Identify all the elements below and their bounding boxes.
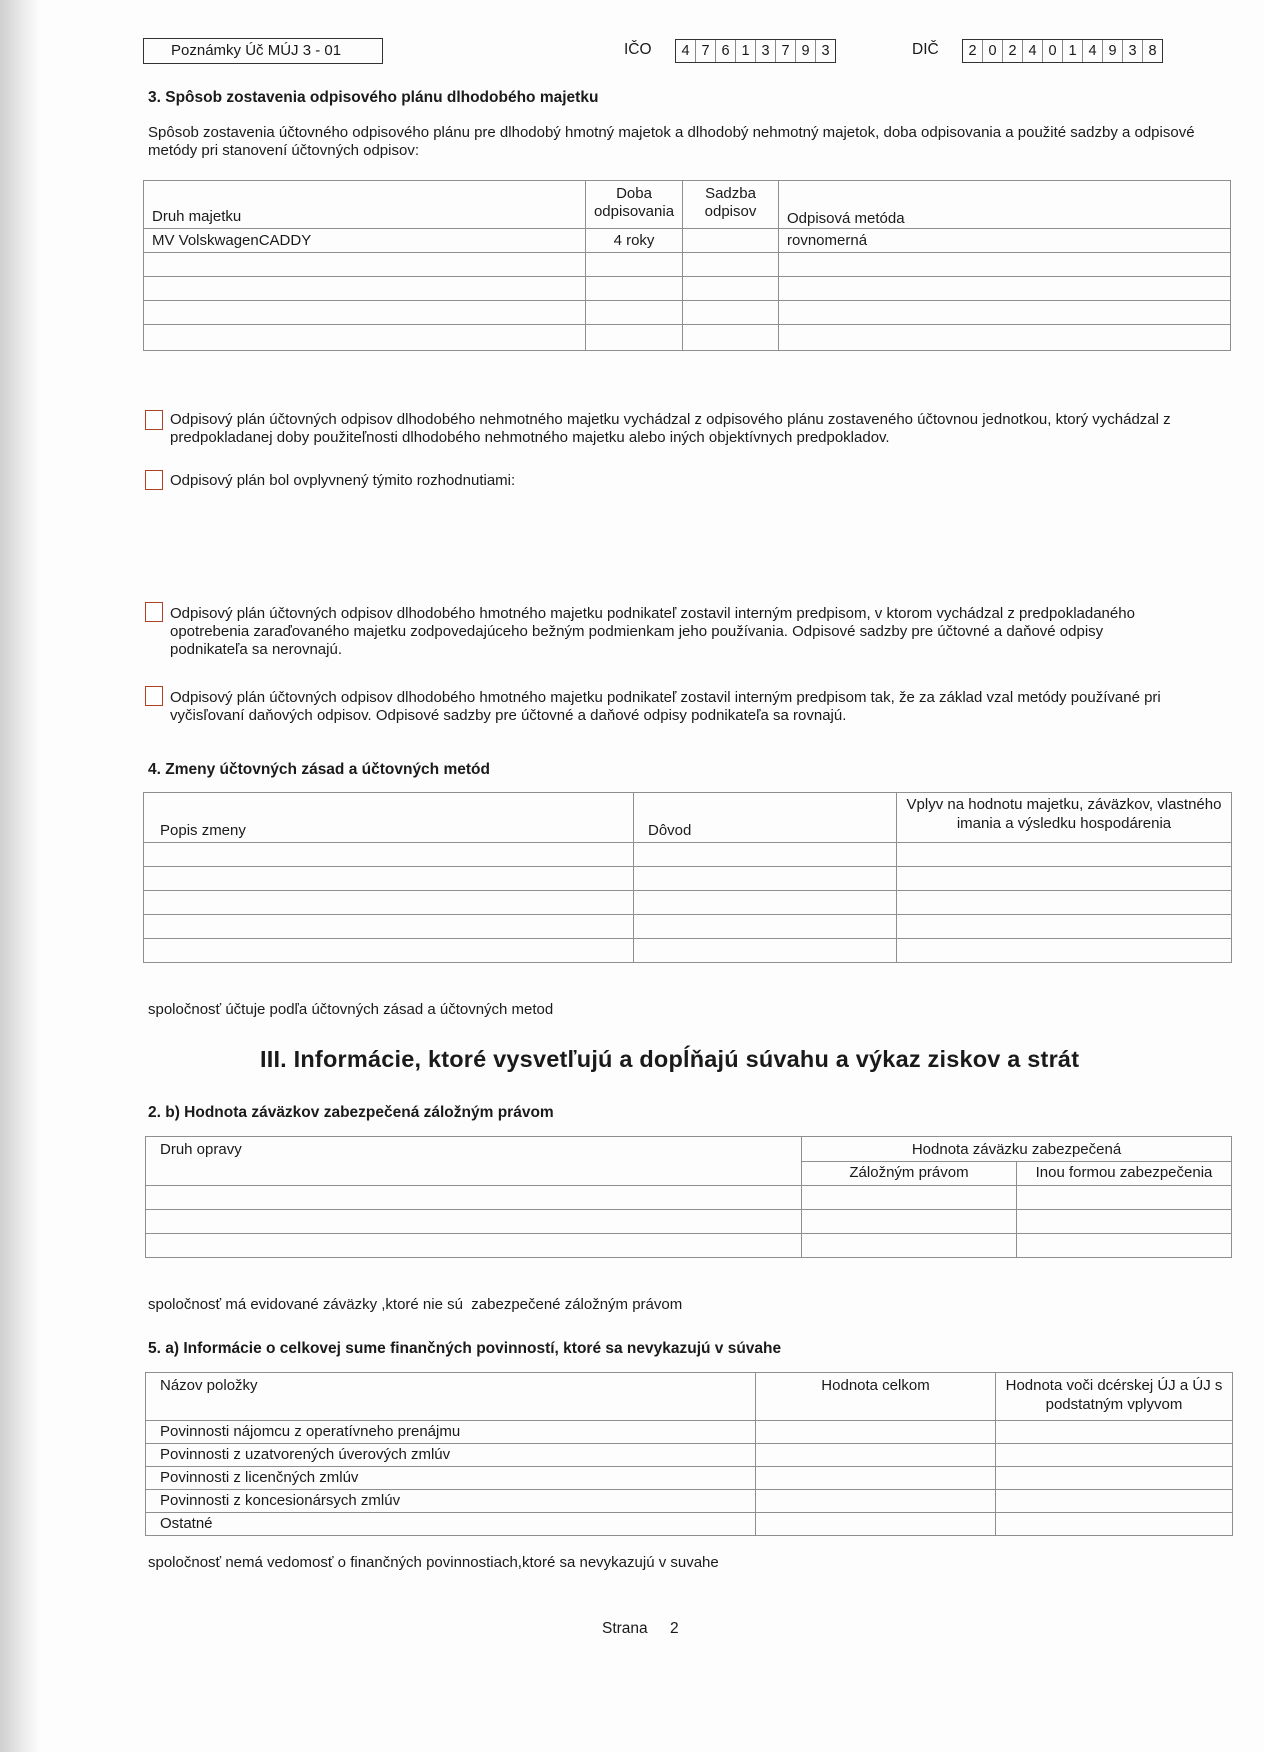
empty-cell [897, 939, 1232, 963]
col-hodnota-celkom: Hodnota celkom [756, 1373, 996, 1421]
col-druh-majetku: Druh majetku [144, 181, 586, 229]
empty-cell [144, 253, 586, 277]
row-label: Povinnosti z licenčných zmlúv [146, 1467, 756, 1490]
cell-rate [683, 229, 779, 253]
empty-cell [146, 1186, 802, 1210]
cell-asset-name: MV VolskwagenCADDY [144, 229, 586, 253]
empty-cell [634, 915, 897, 939]
section3-intro: Spôsob zostavenia účtovného odpisového plánu pre dlhodobý hmotný majetok a dlhodobý nehmotný majetok, doba odpisovania a použité sadzby a odpisové metódy pri stanovení účtovných odpisov: [148, 124, 1195, 159]
dic-digit: 3 [1123, 40, 1143, 62]
section2b-note: spoločnosť má evidované záväzky ,ktoré nie sú zabezpečené záložným právom [148, 1296, 683, 1313]
col-group-hodnota: Hodnota záväzku zabezpečená [802, 1137, 1232, 1162]
empty-cell [634, 867, 897, 891]
depreciation-table [143, 180, 1231, 351]
ico-digit: 4 [676, 40, 696, 62]
dic-digit: 9 [1103, 40, 1123, 62]
col-hodnota-dcerska: Hodnota voči dcérskej ÚJ a ÚJ s podstatným vplyvom [996, 1373, 1233, 1421]
ico-digit: 7 [776, 40, 796, 62]
empty-cell [144, 843, 634, 867]
changes-table [143, 792, 1232, 963]
part3-title: III. Informácie, ktoré vysvetľujú a dopĺňajú súvahu a výkaz ziskov a strát [260, 1046, 1080, 1072]
empty-cell [996, 1467, 1233, 1490]
empty-cell [586, 325, 683, 351]
empty-cell [756, 1467, 996, 1490]
empty-cell [144, 939, 634, 963]
empty-cell [756, 1444, 996, 1467]
ico-digit: 1 [736, 40, 756, 62]
col-doba: Doba odpisovania [586, 181, 683, 229]
empty-cell [144, 867, 634, 891]
option2-checkbox[interactable] [145, 470, 163, 490]
section4-title: 4. Zmeny účtovných zásad a účtovných metód [148, 761, 490, 778]
ico-label: IČO [624, 41, 652, 58]
ico-digit: 9 [796, 40, 816, 62]
scan-edge [0, 0, 40, 1752]
dic-digits [962, 39, 1163, 63]
empty-cell [756, 1421, 996, 1444]
col-metoda: Odpisová metóda [779, 181, 1231, 229]
empty-cell [144, 301, 586, 325]
section3-title: 3. Spôsob zostavenia odpisového plánu dlhodobého majetku [148, 89, 599, 106]
empty-cell [779, 277, 1231, 301]
col-vplyv: Vplyv na hodnotu majetku, záväzkov, vlastného imania a výsledku hospodárenia [897, 793, 1232, 843]
option4-text: Odpisový plán účtovných odpisov dlhodobého hmotného majetku podnikateľ zostavil interným predpisom tak, že za základ vzal metódy používané pri vyčisľovaní daňových odpisov. Odpisové sadzby pre účtovné a daňové odpisy podnikateľa sa rovnajú. [170, 689, 1161, 724]
option1-checkbox[interactable] [145, 410, 163, 430]
section4-note: spoločnosť účtuje podľa účtovných zásad a účtovných metod [148, 1001, 554, 1018]
form-label: Poznámky Úč MÚJ 3 - 01 [171, 42, 342, 59]
row-label: Povinnosti z uzatvorených úverových zmlúv [146, 1444, 756, 1467]
dic-digit: 2 [963, 40, 983, 62]
empty-cell [683, 325, 779, 351]
pledge-table [145, 1136, 1232, 1258]
col-druh-opravy: Druh opravy [146, 1137, 802, 1186]
dic-digit: 0 [983, 40, 1003, 62]
empty-cell [144, 915, 634, 939]
col-sadzba: Sadzba odpisov [683, 181, 779, 229]
col-zalozne-pravo: Záložným právom [802, 1162, 1017, 1186]
option3-text: Odpisový plán účtovných odpisov dlhodobého hmotného majetku podnikateľ zostavil interným predpisom, v ktorom vychádzal z predpokladaného opotrebenia zaraďovaného majetku zodpovedajúceho bežným podmienkam jeho používania. Odpisové sadzby pre účtovné a daňové odpisy podnikateľa sa nerovnajú. [170, 605, 1135, 658]
empty-cell [802, 1210, 1017, 1234]
empty-cell [1017, 1210, 1232, 1234]
empty-cell [144, 277, 586, 301]
empty-cell [897, 867, 1232, 891]
empty-cell [1017, 1234, 1232, 1258]
empty-cell [144, 325, 586, 351]
dic-digit: 0 [1043, 40, 1063, 62]
cell-period: 4 roky [586, 229, 683, 253]
empty-cell [586, 301, 683, 325]
col-ina-forma: Inou formou zabezpečenia [1017, 1162, 1232, 1186]
option2-text: Odpisový plán bol ovplyvnený týmito rozhodnutiami: [170, 472, 516, 489]
page-number: 2 [669, 1620, 679, 1637]
dic-digit: 8 [1148, 43, 1157, 59]
page-footer [602, 1620, 679, 1638]
empty-cell [996, 1490, 1233, 1513]
empty-cell [897, 891, 1232, 915]
section2b-title: 2. b) Hodnota záväzkov zabezpečená záložným právom [148, 1104, 554, 1121]
empty-cell [897, 843, 1232, 867]
row-label: Povinnosti nájomcu z operatívneho prenájmu [146, 1421, 756, 1444]
empty-cell [779, 325, 1231, 351]
empty-cell [146, 1210, 802, 1234]
page-label: Strana [602, 1620, 648, 1637]
ico-digits [675, 39, 836, 63]
obligations-table [145, 1372, 1233, 1536]
empty-cell [802, 1186, 1017, 1210]
empty-cell [683, 253, 779, 277]
form-label-box [143, 38, 383, 64]
ico-digit: 7 [696, 40, 716, 62]
empty-cell [634, 843, 897, 867]
empty-cell [586, 277, 683, 301]
empty-cell [146, 1234, 802, 1258]
row-label: Ostatné [146, 1513, 756, 1536]
option3-checkbox[interactable] [145, 602, 163, 622]
empty-cell [996, 1444, 1233, 1467]
ico-digit: 3 [821, 43, 830, 59]
section5a-title: 5. a) Informácie o celkovej sume finančných povinností, ktoré sa nevykazujú v súvahe [148, 1340, 782, 1357]
empty-cell [634, 939, 897, 963]
dic-digit: 1 [1063, 40, 1083, 62]
dic-digit: 2 [1003, 40, 1023, 62]
row-label: Povinnosti z koncesionársych zmlúv [146, 1490, 756, 1513]
dic-digit: 4 [1083, 40, 1103, 62]
empty-cell [897, 915, 1232, 939]
ico-digit: 3 [756, 40, 776, 62]
empty-cell [802, 1234, 1017, 1258]
empty-cell [756, 1490, 996, 1513]
option4-checkbox[interactable] [145, 686, 163, 706]
col-dovod: Dôvod [634, 793, 897, 843]
empty-cell [683, 277, 779, 301]
empty-cell [996, 1513, 1233, 1536]
ico-digit: 6 [716, 40, 736, 62]
col-popis-zmeny: Popis zmeny [144, 793, 634, 843]
empty-cell [996, 1421, 1233, 1444]
empty-cell [144, 891, 634, 915]
dic-digit: 4 [1023, 40, 1043, 62]
empty-cell [756, 1513, 996, 1536]
cell-method: rovnomerná [779, 229, 1231, 253]
empty-cell [683, 301, 779, 325]
option1-text: Odpisový plán účtovných odpisov dlhodobého nehmotného majetku vychádzal z odpisového plánu zostaveného účtovnou jednotkou, ktorý vychádzal z predpokladanej doby použiteľnosti dlhodobého nehmotného majetku alebo iných objektívnych predpokladov. [170, 411, 1171, 446]
dic-label: DIČ [912, 41, 939, 58]
empty-cell [1017, 1186, 1232, 1210]
section5a-note: spoločnosť nemá vedomosť o finančných povinnostiach,ktoré sa nevykazujú v suvahe [148, 1554, 719, 1571]
empty-cell [779, 301, 1231, 325]
empty-cell [586, 253, 683, 277]
empty-cell [634, 891, 897, 915]
empty-cell [779, 253, 1231, 277]
col-nazov-polozky: Názov položky [146, 1373, 756, 1421]
